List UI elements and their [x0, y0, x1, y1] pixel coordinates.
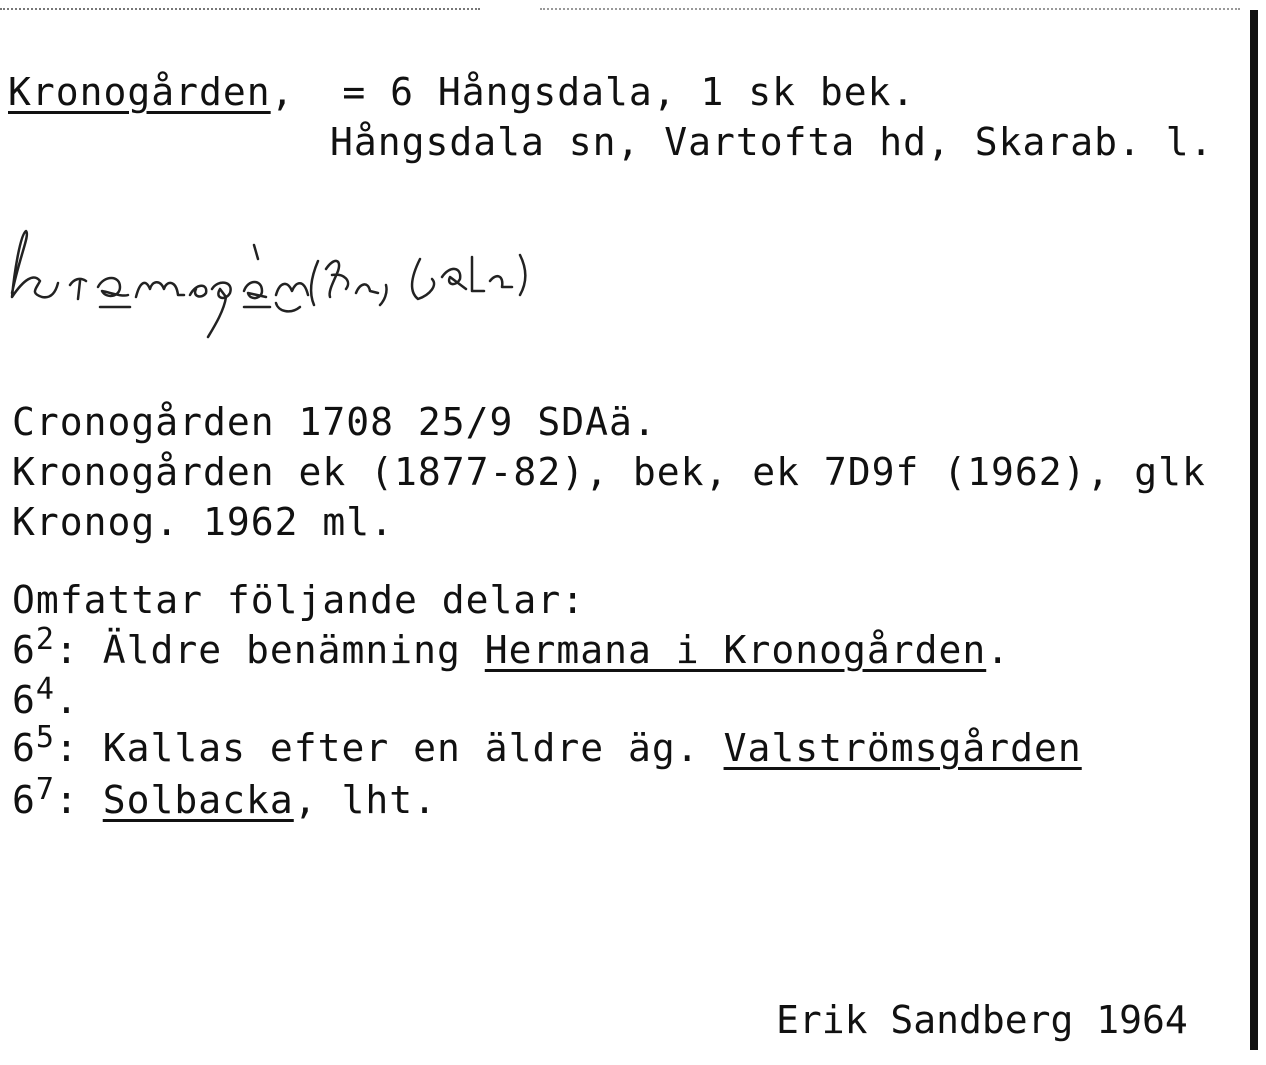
- card-top-edge-right: [540, 8, 1240, 10]
- parts-heading: Omfattar följande delar:: [12, 578, 586, 622]
- place-name: Kronogården: [8, 70, 271, 114]
- part-item: $6^5$: Kallas efter en äldre äg. Valströmsgården: [12, 720, 1082, 770]
- part-name: Valströmsgården: [723, 726, 1082, 770]
- part-item: $6^7$: Solbacka, lht.: [12, 772, 438, 822]
- header-line: [8, 70, 915, 114]
- part-item: $6^4$.: [12, 672, 79, 722]
- part-name: Solbacka: [102, 778, 294, 822]
- parish-reference: = 6 Hångsdala, 1 sk bek.: [342, 70, 916, 114]
- handwritten-pronunciation: [0, 215, 900, 345]
- card-right-edge: [1250, 10, 1258, 1050]
- signature: Erik Sandberg 1964: [776, 998, 1188, 1042]
- part-name: Hermana i Kronogården: [484, 628, 987, 672]
- part-item: $6^2$: Äldre benämning Hermana i Kronogården.: [12, 622, 1011, 672]
- record-line-2: Kronogården ek (1877-82), bek, ek 7D9f (1962), glk: [12, 450, 1206, 494]
- header-comma: ,: [270, 70, 295, 114]
- card-top-edge: [0, 8, 480, 10]
- record-line-1: Cronogården 1708 25/9 SDAä.: [12, 400, 657, 444]
- location-line: Hångsdala sn, Vartofta hd, Skarab. l.: [330, 120, 1214, 164]
- record-line-3: Kronog. 1962 ml.: [12, 500, 395, 544]
